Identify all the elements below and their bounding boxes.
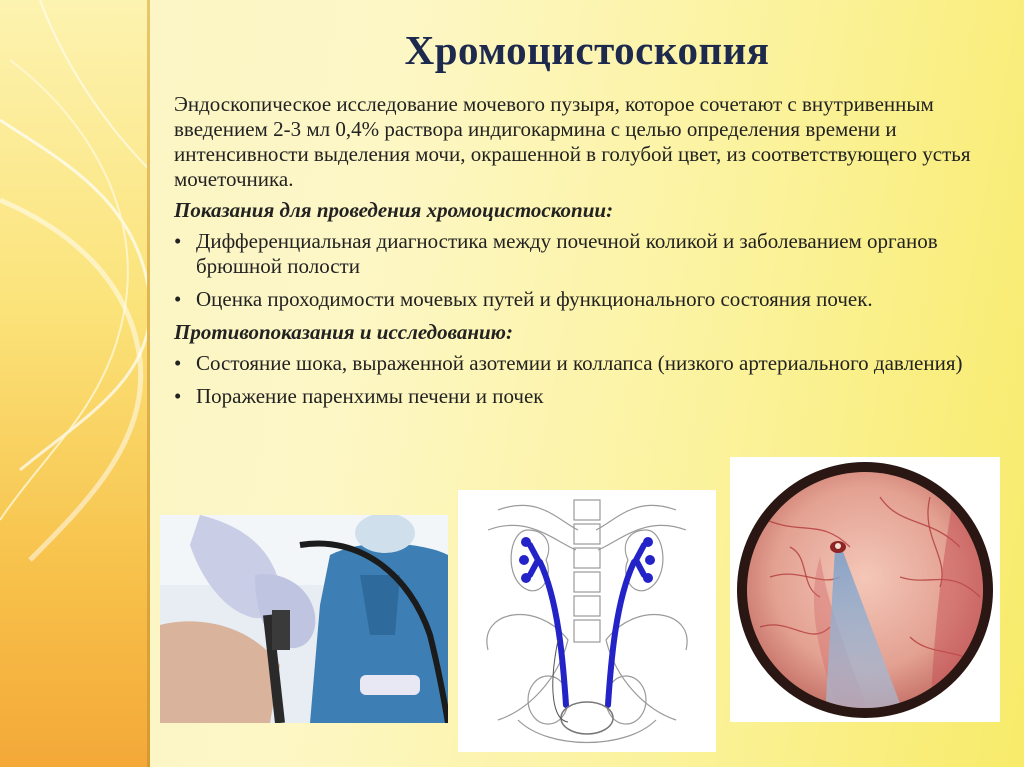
contraindications-list	[174, 351, 974, 409]
slide-title: Хромоцистоскопия	[404, 27, 770, 73]
indication-text: Оценка проходимости мочевых путей и функционального состояния почек.	[196, 287, 873, 311]
urinary-tract-diagram	[458, 490, 716, 752]
list-item	[174, 384, 974, 409]
bullet-mark: •	[174, 384, 182, 408]
decorative-swirl	[0, 0, 150, 767]
bullet-mark: •	[174, 229, 182, 253]
list-item	[174, 287, 974, 312]
bullet-mark: •	[174, 351, 182, 375]
list-item	[174, 351, 974, 376]
bullet-mark: •	[174, 287, 182, 311]
indications-list	[174, 229, 974, 312]
indications-heading: Показания для проведения хромоцистоскопии:	[174, 198, 614, 222]
indication-text: Дифференциальная диагностика между почечной коликой и заболеванием органов брюшной полости	[196, 229, 938, 278]
band-divider	[147, 0, 150, 767]
ureteral-orifice-endoscopic-view	[730, 457, 1000, 722]
cystoscopy-procedure-photo	[160, 515, 448, 723]
contraindications-heading: Противопоказания и исследованию:	[174, 320, 513, 344]
list-item	[174, 229, 974, 279]
contraindication-text: Поражение паренхимы печени и почек	[196, 384, 544, 408]
contraindication-text: Состояние шока, выраженной азотемии и коллапса (низкого артериального давления)	[196, 351, 963, 375]
decorative-left-band	[0, 0, 150, 767]
intro-paragraph: Эндоскопическое исследование мочевого пузыря, которое сочетают с внутривенным введением 2-3 мл 0,4% раствора индигокармина с целью определения времени и интенсивности выделения мочи, окрашенной в голубой цвет, из соответствующего устья мочеточника.	[174, 92, 971, 191]
slide-body	[174, 92, 974, 417]
